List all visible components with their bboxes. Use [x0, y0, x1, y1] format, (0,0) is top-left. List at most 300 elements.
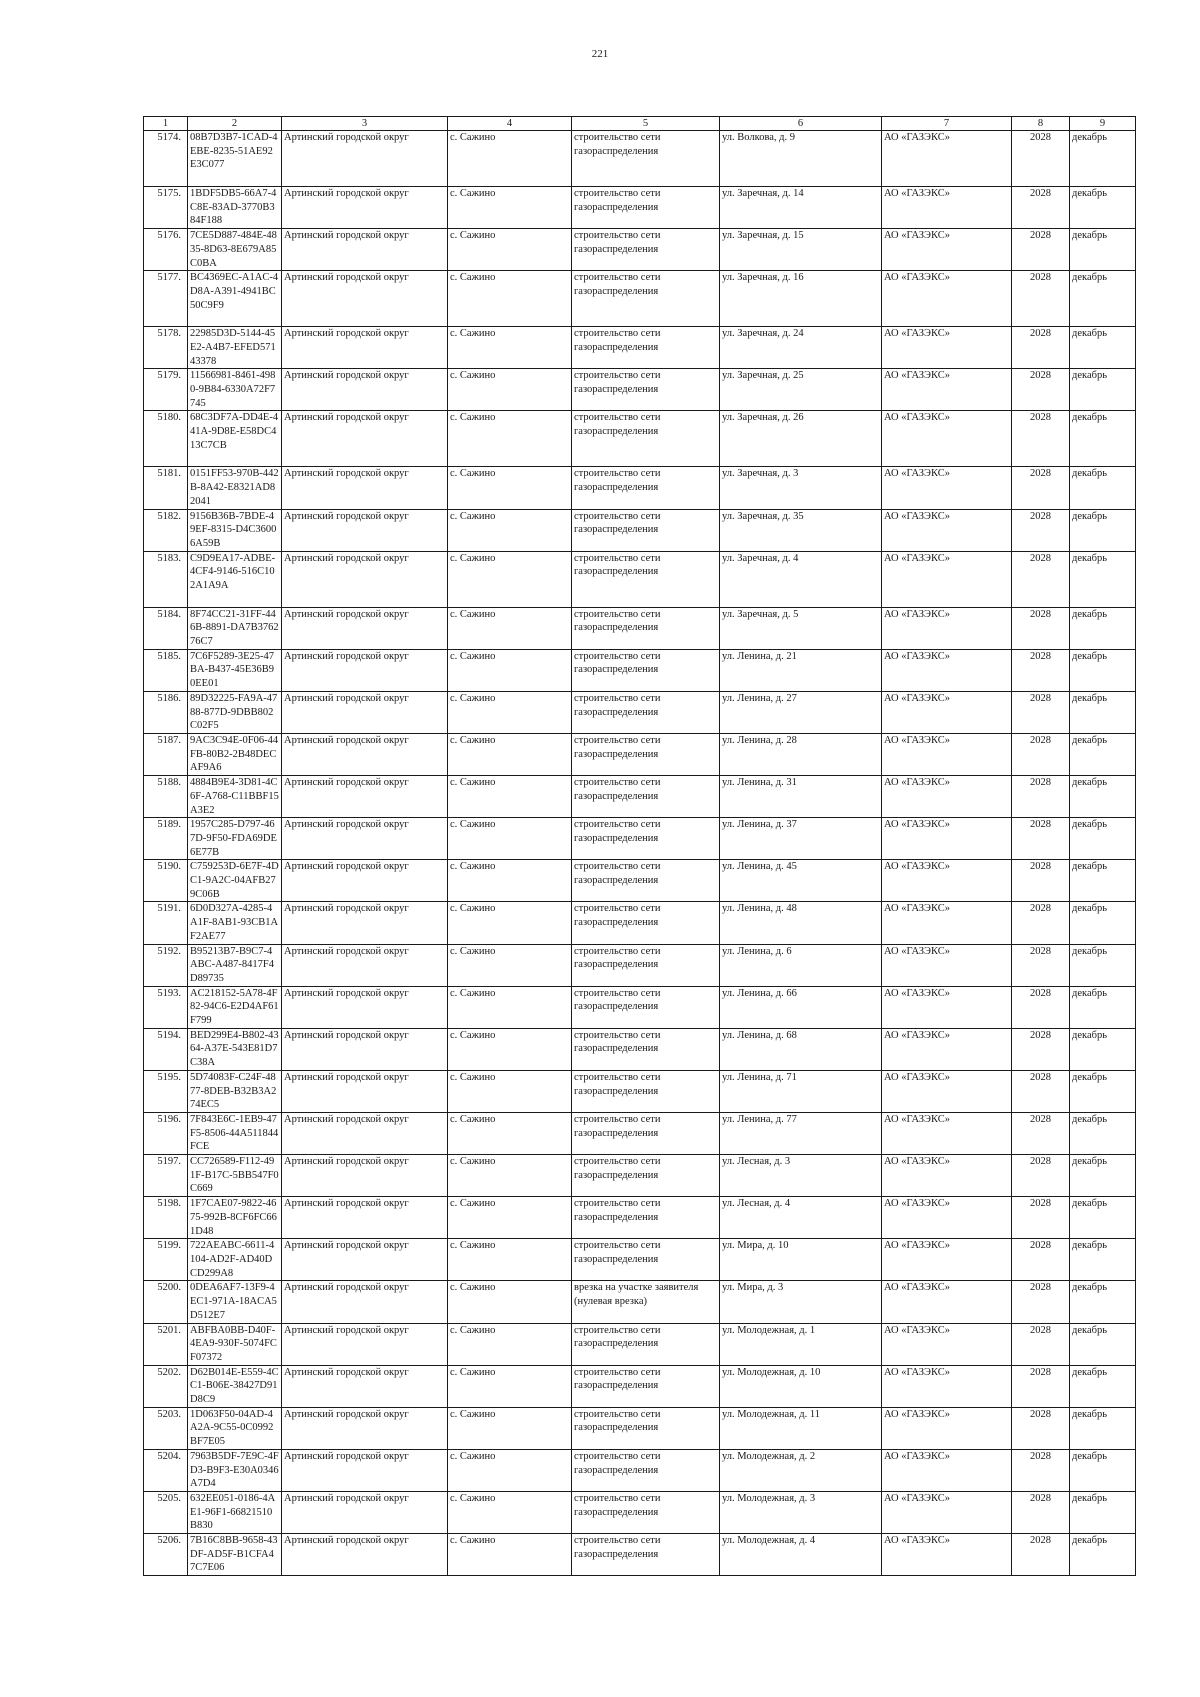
- table-row: [144, 1323, 1136, 1365]
- cell-settlement: с. Сажино: [448, 607, 572, 649]
- cell-work-type: строительство сети газораспределения: [572, 1407, 720, 1449]
- cell-organization: АО «ГАЗЭКС»: [882, 1239, 1012, 1281]
- table-row: [144, 1028, 1136, 1070]
- cell-work-type: строительство сети газораспределения: [572, 649, 720, 691]
- cell-object-id: 0151FF53-970B-442B-8A42-E8321AD82041: [188, 467, 282, 509]
- cell-month: декабрь: [1070, 1449, 1136, 1491]
- column-header-9: 9: [1070, 117, 1136, 131]
- cell-row-number: 5200.: [144, 1281, 188, 1323]
- page-number: 221: [591, 48, 609, 60]
- cell-address: ул. Волкова, д. 9: [720, 131, 882, 187]
- cell-address: ул. Ленина, д. 45: [720, 860, 882, 902]
- table-row: [144, 944, 1136, 986]
- table-row: [144, 411, 1136, 467]
- cell-work-type: строительство сети газораспределения: [572, 467, 720, 509]
- cell-municipality: Артинский городской округ: [282, 776, 448, 818]
- cell-municipality: Артинский городской округ: [282, 607, 448, 649]
- cell-settlement: с. Сажино: [448, 229, 572, 271]
- cell-month: декабрь: [1070, 986, 1136, 1028]
- cell-year: 2028: [1012, 1197, 1070, 1239]
- cell-row-number: 5184.: [144, 607, 188, 649]
- cell-month: декабрь: [1070, 467, 1136, 509]
- cell-address: ул. Ленина, д. 48: [720, 902, 882, 944]
- cell-settlement: с. Сажино: [448, 467, 572, 509]
- table-row: [144, 1534, 1136, 1576]
- cell-organization: АО «ГАЗЭКС»: [882, 271, 1012, 327]
- cell-organization: АО «ГАЗЭКС»: [882, 131, 1012, 187]
- cell-work-type: строительство сети газораспределения: [572, 131, 720, 187]
- cell-municipality: Артинский городской округ: [282, 1407, 448, 1449]
- cell-municipality: Артинский городской округ: [282, 649, 448, 691]
- cell-month: декабрь: [1070, 1491, 1136, 1533]
- cell-work-type: строительство сети газораспределения: [572, 229, 720, 271]
- cell-address: ул. Молодежная, д. 11: [720, 1407, 882, 1449]
- cell-month: декабрь: [1070, 1281, 1136, 1323]
- table-row: [144, 986, 1136, 1028]
- cell-year: 2028: [1012, 467, 1070, 509]
- cell-month: декабрь: [1070, 1197, 1136, 1239]
- cell-work-type: строительство сети газораспределения: [572, 776, 720, 818]
- cell-municipality: Артинский городской округ: [282, 271, 448, 327]
- cell-year: 2028: [1012, 1281, 1070, 1323]
- cell-settlement: с. Сажино: [448, 1239, 572, 1281]
- cell-work-type: строительство сети газораспределения: [572, 509, 720, 551]
- cell-organization: АО «ГАЗЭКС»: [882, 691, 1012, 733]
- cell-year: 2028: [1012, 411, 1070, 467]
- cell-municipality: Артинский городской округ: [282, 327, 448, 369]
- cell-object-id: 7C6F5289-3E25-47BA-B437-45E36B90EE01: [188, 649, 282, 691]
- cell-month: декабрь: [1070, 229, 1136, 271]
- cell-object-id: 1F7CAE07-9822-4675-992B-8CF6FC661D48: [188, 1197, 282, 1239]
- header-row: [144, 117, 1136, 131]
- cell-work-type: строительство сети газораспределения: [572, 187, 720, 229]
- cell-year: 2028: [1012, 1449, 1070, 1491]
- cell-municipality: Артинский городской округ: [282, 509, 448, 551]
- cell-municipality: Артинский городской округ: [282, 467, 448, 509]
- cell-year: 2028: [1012, 1112, 1070, 1154]
- cell-row-number: 5189.: [144, 818, 188, 860]
- cell-year: 2028: [1012, 551, 1070, 607]
- table-row: [144, 509, 1136, 551]
- cell-object-id: 1BDF5DB5-66A7-4C8E-83AD-3770B384F188: [188, 187, 282, 229]
- table-row: [144, 1281, 1136, 1323]
- cell-work-type: строительство сети газораспределения: [572, 1197, 720, 1239]
- cell-municipality: Артинский городской округ: [282, 902, 448, 944]
- cell-organization: АО «ГАЗЭКС»: [882, 1323, 1012, 1365]
- cell-month: декабрь: [1070, 131, 1136, 187]
- cell-year: 2028: [1012, 1407, 1070, 1449]
- table-row: [144, 271, 1136, 327]
- cell-work-type: строительство сети газораспределения: [572, 327, 720, 369]
- cell-object-id: 632EE051-0186-4AE1-96F1-66821510B830: [188, 1491, 282, 1533]
- cell-row-number: 5174.: [144, 131, 188, 187]
- cell-organization: АО «ГАЗЭКС»: [882, 1449, 1012, 1491]
- cell-row-number: 5196.: [144, 1112, 188, 1154]
- cell-organization: АО «ГАЗЭКС»: [882, 1534, 1012, 1576]
- cell-address: ул. Лесная, д. 4: [720, 1197, 882, 1239]
- cell-month: декабрь: [1070, 327, 1136, 369]
- cell-month: декабрь: [1070, 1028, 1136, 1070]
- cell-address: ул. Заречная, д. 4: [720, 551, 882, 607]
- column-header-6: 6: [720, 117, 882, 131]
- cell-month: декабрь: [1070, 733, 1136, 775]
- table-row: [144, 229, 1136, 271]
- cell-month: декабрь: [1070, 1155, 1136, 1197]
- cell-object-id: 1D063F50-04AD-4A2A-9C55-0C0992BF7E05: [188, 1407, 282, 1449]
- table-row: [144, 691, 1136, 733]
- cell-settlement: с. Сажино: [448, 411, 572, 467]
- cell-municipality: Артинский городской округ: [282, 1112, 448, 1154]
- cell-settlement: с. Сажино: [448, 902, 572, 944]
- cell-organization: АО «ГАЗЭКС»: [882, 860, 1012, 902]
- table-row: [144, 551, 1136, 607]
- cell-year: 2028: [1012, 1323, 1070, 1365]
- column-header-1: 1: [144, 117, 188, 131]
- cell-settlement: с. Сажино: [448, 369, 572, 411]
- cell-organization: АО «ГАЗЭКС»: [882, 411, 1012, 467]
- cell-month: декабрь: [1070, 1407, 1136, 1449]
- cell-municipality: Артинский городской округ: [282, 1028, 448, 1070]
- cell-year: 2028: [1012, 509, 1070, 551]
- cell-year: 2028: [1012, 229, 1070, 271]
- cell-row-number: 5182.: [144, 509, 188, 551]
- cell-settlement: с. Сажино: [448, 776, 572, 818]
- cell-address: ул. Заречная, д. 3: [720, 467, 882, 509]
- cell-row-number: 5176.: [144, 229, 188, 271]
- cell-organization: АО «ГАЗЭКС»: [882, 944, 1012, 986]
- cell-address: ул. Заречная, д. 15: [720, 229, 882, 271]
- cell-organization: АО «ГАЗЭКС»: [882, 733, 1012, 775]
- cell-work-type: строительство сети газораспределения: [572, 1155, 720, 1197]
- cell-object-id: 7963B5DF-7E9C-4FD3-B9F3-E30A0346A7D4: [188, 1449, 282, 1491]
- cell-row-number: 5191.: [144, 902, 188, 944]
- cell-object-id: B95213B7-B9C7-4ABC-A487-8417F4D89735: [188, 944, 282, 986]
- cell-work-type: строительство сети газораспределения: [572, 1239, 720, 1281]
- cell-object-id: 5D74083F-C24F-4877-8DEB-B32B3A274EC5: [188, 1070, 282, 1112]
- cell-settlement: с. Сажино: [448, 327, 572, 369]
- cell-organization: АО «ГАЗЭКС»: [882, 229, 1012, 271]
- cell-address: ул. Заречная, д. 26: [720, 411, 882, 467]
- cell-address: ул. Молодежная, д. 10: [720, 1365, 882, 1407]
- cell-settlement: с. Сажино: [448, 860, 572, 902]
- cell-address: ул. Ленина, д. 21: [720, 649, 882, 691]
- cell-settlement: с. Сажино: [448, 1534, 572, 1576]
- column-header-2: 2: [188, 117, 282, 131]
- cell-organization: АО «ГАЗЭКС»: [882, 649, 1012, 691]
- cell-municipality: Артинский городской округ: [282, 369, 448, 411]
- cell-month: декабрь: [1070, 411, 1136, 467]
- cell-work-type: строительство сети газораспределения: [572, 818, 720, 860]
- cell-municipality: Артинский городской округ: [282, 131, 448, 187]
- cell-work-type: строительство сети газораспределения: [572, 1028, 720, 1070]
- cell-month: декабрь: [1070, 691, 1136, 733]
- cell-row-number: 5190.: [144, 860, 188, 902]
- cell-work-type: строительство сети газораспределения: [572, 944, 720, 986]
- cell-municipality: Артинский городской округ: [282, 411, 448, 467]
- cell-organization: АО «ГАЗЭКС»: [882, 1028, 1012, 1070]
- table-row: [144, 776, 1136, 818]
- cell-municipality: Артинский городской округ: [282, 691, 448, 733]
- cell-month: декабрь: [1070, 902, 1136, 944]
- cell-row-number: 5201.: [144, 1323, 188, 1365]
- cell-row-number: 5192.: [144, 944, 188, 986]
- cell-address: ул. Ленина, д. 66: [720, 986, 882, 1028]
- cell-object-id: 6D0D327A-4285-4A1F-8AB1-93CB1AF2AE77: [188, 902, 282, 944]
- cell-address: ул. Ленина, д. 31: [720, 776, 882, 818]
- cell-address: ул. Заречная, д. 16: [720, 271, 882, 327]
- cell-month: декабрь: [1070, 776, 1136, 818]
- cell-month: декабрь: [1070, 944, 1136, 986]
- cell-settlement: с. Сажино: [448, 818, 572, 860]
- cell-object-id: C9D9EA17-ADBE-4CF4-9146-516C102A1A9A: [188, 551, 282, 607]
- cell-address: ул. Мира, д. 3: [720, 1281, 882, 1323]
- cell-organization: АО «ГАЗЭКС»: [882, 818, 1012, 860]
- cell-organization: АО «ГАЗЭКС»: [882, 467, 1012, 509]
- cell-row-number: 5185.: [144, 649, 188, 691]
- table-row: [144, 187, 1136, 229]
- cell-year: 2028: [1012, 1239, 1070, 1281]
- cell-address: ул. Заречная, д. 24: [720, 327, 882, 369]
- cell-municipality: Артинский городской округ: [282, 1491, 448, 1533]
- cell-settlement: с. Сажино: [448, 1323, 572, 1365]
- cell-row-number: 5181.: [144, 467, 188, 509]
- cell-organization: АО «ГАЗЭКС»: [882, 187, 1012, 229]
- cell-year: 2028: [1012, 607, 1070, 649]
- cell-object-id: 0DEA6AF7-13F9-4EC1-971A-18ACA5D512E7: [188, 1281, 282, 1323]
- cell-object-id: CC726589-F112-491F-B17C-5BB547F0C669: [188, 1155, 282, 1197]
- cell-settlement: с. Сажино: [448, 1449, 572, 1491]
- table-row: [144, 131, 1136, 187]
- cell-year: 2028: [1012, 1028, 1070, 1070]
- cell-object-id: 11566981-8461-4980-9B84-6330A72F7745: [188, 369, 282, 411]
- cell-settlement: с. Сажино: [448, 1365, 572, 1407]
- cell-municipality: Артинский городской округ: [282, 1239, 448, 1281]
- table-row: [144, 733, 1136, 775]
- cell-object-id: 1957C285-D797-467D-9F50-FDA69DE6E77B: [188, 818, 282, 860]
- cell-row-number: 5204.: [144, 1449, 188, 1491]
- cell-settlement: с. Сажино: [448, 1155, 572, 1197]
- cell-settlement: с. Сажино: [448, 1028, 572, 1070]
- cell-address: ул. Заречная, д. 35: [720, 509, 882, 551]
- cell-settlement: с. Сажино: [448, 1281, 572, 1323]
- cell-work-type: строительство сети газораспределения: [572, 1323, 720, 1365]
- cell-month: декабрь: [1070, 1534, 1136, 1576]
- cell-row-number: 5188.: [144, 776, 188, 818]
- table-row: [144, 1155, 1136, 1197]
- table-row: [144, 902, 1136, 944]
- cell-year: 2028: [1012, 187, 1070, 229]
- cell-municipality: Артинский городской округ: [282, 1534, 448, 1576]
- cell-year: 2028: [1012, 733, 1070, 775]
- cell-settlement: с. Сажино: [448, 1407, 572, 1449]
- table-row: [144, 1070, 1136, 1112]
- cell-row-number: 5198.: [144, 1197, 188, 1239]
- cell-municipality: Артинский городской округ: [282, 1365, 448, 1407]
- table-row: [144, 467, 1136, 509]
- cell-work-type: строительство сети газораспределения: [572, 860, 720, 902]
- cell-object-id: 722AEABC-6611-4104-AD2F-AD40DCD299A8: [188, 1239, 282, 1281]
- column-header-7: 7: [882, 117, 1012, 131]
- cell-month: декабрь: [1070, 1239, 1136, 1281]
- cell-month: декабрь: [1070, 1112, 1136, 1154]
- cell-settlement: с. Сажино: [448, 551, 572, 607]
- cell-year: 2028: [1012, 860, 1070, 902]
- cell-object-id: 68C3DF7A-DD4E-441A-9D8E-E58DC413C7CB: [188, 411, 282, 467]
- table-row: [144, 1407, 1136, 1449]
- cell-address: ул. Молодежная, д. 3: [720, 1491, 882, 1533]
- cell-work-type: строительство сети газораспределения: [572, 1070, 720, 1112]
- cell-row-number: 5179.: [144, 369, 188, 411]
- cell-row-number: 5186.: [144, 691, 188, 733]
- cell-organization: АО «ГАЗЭКС»: [882, 607, 1012, 649]
- cell-object-id: 08B7D3B7-1CAD-4EBE-8235-51AE92E3C077: [188, 131, 282, 187]
- cell-row-number: 5194.: [144, 1028, 188, 1070]
- cell-month: декабрь: [1070, 551, 1136, 607]
- cell-row-number: 5205.: [144, 1491, 188, 1533]
- cell-object-id: 7CE5D887-484E-4835-8D63-8E679A85C0BA: [188, 229, 282, 271]
- cell-work-type: строительство сети газораспределения: [572, 551, 720, 607]
- cell-settlement: с. Сажино: [448, 509, 572, 551]
- table-row: [144, 1239, 1136, 1281]
- cell-year: 2028: [1012, 902, 1070, 944]
- cell-row-number: 5183.: [144, 551, 188, 607]
- cell-address: ул. Мира, д. 10: [720, 1239, 882, 1281]
- cell-municipality: Артинский городской округ: [282, 818, 448, 860]
- cell-settlement: с. Сажино: [448, 1070, 572, 1112]
- cell-work-type: строительство сети газораспределения: [572, 369, 720, 411]
- cell-row-number: 5178.: [144, 327, 188, 369]
- cell-work-type: строительство сети газораспределения: [572, 986, 720, 1028]
- cell-municipality: Артинский городской округ: [282, 1449, 448, 1491]
- cell-settlement: с. Сажино: [448, 944, 572, 986]
- cell-month: декабрь: [1070, 1365, 1136, 1407]
- cell-year: 2028: [1012, 369, 1070, 411]
- cell-settlement: с. Сажино: [448, 691, 572, 733]
- cell-settlement: с. Сажино: [448, 733, 572, 775]
- table-row: [144, 649, 1136, 691]
- cell-year: 2028: [1012, 1534, 1070, 1576]
- cell-object-id: BED299E4-B802-4364-A37E-543E81D7C38A: [188, 1028, 282, 1070]
- cell-row-number: 5202.: [144, 1365, 188, 1407]
- table-row: [144, 860, 1136, 902]
- cell-month: декабрь: [1070, 860, 1136, 902]
- cell-row-number: 5177.: [144, 271, 188, 327]
- cell-object-id: 8F74CC21-31FF-446B-8891-DA7B376276C7: [188, 607, 282, 649]
- cell-municipality: Артинский городской округ: [282, 733, 448, 775]
- column-header-3: 3: [282, 117, 448, 131]
- cell-municipality: Артинский городской округ: [282, 1281, 448, 1323]
- cell-organization: АО «ГАЗЭКС»: [882, 1407, 1012, 1449]
- cell-address: ул. Заречная, д. 25: [720, 369, 882, 411]
- table-row: [144, 1112, 1136, 1154]
- cell-address: ул. Ленина, д. 27: [720, 691, 882, 733]
- cell-address: ул. Молодежная, д. 4: [720, 1534, 882, 1576]
- cell-year: 2028: [1012, 1070, 1070, 1112]
- cell-year: 2028: [1012, 1491, 1070, 1533]
- cell-object-id: 7B16C8BB-9658-43DF-AD5F-B1CFA47C7E06: [188, 1534, 282, 1576]
- cell-row-number: 5206.: [144, 1534, 188, 1576]
- cell-month: декабрь: [1070, 1323, 1136, 1365]
- cell-organization: АО «ГАЗЭКС»: [882, 509, 1012, 551]
- cell-month: декабрь: [1070, 369, 1136, 411]
- cell-year: 2028: [1012, 271, 1070, 327]
- table-row: [144, 1197, 1136, 1239]
- table-row: [144, 369, 1136, 411]
- cell-settlement: с. Сажино: [448, 271, 572, 327]
- cell-organization: АО «ГАЗЭКС»: [882, 902, 1012, 944]
- cell-year: 2028: [1012, 691, 1070, 733]
- cell-settlement: с. Сажино: [448, 131, 572, 187]
- cell-municipality: Артинский городской округ: [282, 551, 448, 607]
- cell-address: ул. Ленина, д. 6: [720, 944, 882, 986]
- cell-organization: АО «ГАЗЭКС»: [882, 986, 1012, 1028]
- cell-work-type: строительство сети газораспределения: [572, 902, 720, 944]
- cell-municipality: Артинский городской округ: [282, 944, 448, 986]
- cell-month: декабрь: [1070, 187, 1136, 229]
- cell-year: 2028: [1012, 1365, 1070, 1407]
- cell-organization: АО «ГАЗЭКС»: [882, 776, 1012, 818]
- cell-year: 2028: [1012, 131, 1070, 187]
- cell-year: 2028: [1012, 818, 1070, 860]
- table-body: [144, 131, 1136, 1576]
- cell-object-id: 9156B36B-7BDE-49EF-8315-D4C36006A59B: [188, 509, 282, 551]
- cell-settlement: с. Сажино: [448, 1112, 572, 1154]
- cell-month: декабрь: [1070, 1070, 1136, 1112]
- cell-year: 2028: [1012, 986, 1070, 1028]
- column-header-8: 8: [1012, 117, 1070, 131]
- cell-month: декабрь: [1070, 607, 1136, 649]
- cell-object-id: D62B014E-E559-4CC1-B06E-38427D91D8C9: [188, 1365, 282, 1407]
- cell-object-id: AC218152-5A78-4F82-94C6-E2D4AF61F799: [188, 986, 282, 1028]
- cell-organization: АО «ГАЗЭКС»: [882, 1281, 1012, 1323]
- cell-address: ул. Заречная, д. 5: [720, 607, 882, 649]
- cell-object-id: BC4369EC-A1AC-4D8A-A391-4941BC50C9F9: [188, 271, 282, 327]
- cell-work-type: строительство сети газораспределения: [572, 1365, 720, 1407]
- cell-settlement: с. Сажино: [448, 187, 572, 229]
- cell-year: 2028: [1012, 649, 1070, 691]
- cell-work-type: строительство сети газораспределения: [572, 1534, 720, 1576]
- cell-row-number: 5180.: [144, 411, 188, 467]
- cell-work-type: строительство сети газораспределения: [572, 733, 720, 775]
- cell-work-type: строительство сети газораспределения: [572, 607, 720, 649]
- cell-address: ул. Молодежная, д. 1: [720, 1323, 882, 1365]
- cell-address: ул. Ленина, д. 77: [720, 1112, 882, 1154]
- cell-year: 2028: [1012, 1155, 1070, 1197]
- cell-month: декабрь: [1070, 509, 1136, 551]
- cell-month: декабрь: [1070, 271, 1136, 327]
- cell-row-number: 5203.: [144, 1407, 188, 1449]
- cell-row-number: 5187.: [144, 733, 188, 775]
- cell-municipality: Артинский городской округ: [282, 187, 448, 229]
- cell-work-type: врезка на участке заявителя (нулевая врезка): [572, 1281, 720, 1323]
- cell-settlement: с. Сажино: [448, 1491, 572, 1533]
- cell-municipality: Артинский городской округ: [282, 229, 448, 271]
- cell-municipality: Артинский городской округ: [282, 860, 448, 902]
- cell-work-type: строительство сети газораспределения: [572, 1112, 720, 1154]
- cell-organization: АО «ГАЗЭКС»: [882, 1070, 1012, 1112]
- cell-address: ул. Заречная, д. 14: [720, 187, 882, 229]
- cell-object-id: 89D32225-FA9A-4788-877D-9DBB802C02F5: [188, 691, 282, 733]
- cell-address: ул. Лесная, д. 3: [720, 1155, 882, 1197]
- cell-organization: АО «ГАЗЭКС»: [882, 551, 1012, 607]
- cell-year: 2028: [1012, 776, 1070, 818]
- cell-row-number: 5197.: [144, 1155, 188, 1197]
- cell-row-number: 5195.: [144, 1070, 188, 1112]
- cell-work-type: строительство сети газораспределения: [572, 691, 720, 733]
- cell-object-id: 9AC3C94E-0F06-44FB-80B2-2B48DECAF9A6: [188, 733, 282, 775]
- cell-row-number: 5199.: [144, 1239, 188, 1281]
- cell-organization: АО «ГАЗЭКС»: [882, 1197, 1012, 1239]
